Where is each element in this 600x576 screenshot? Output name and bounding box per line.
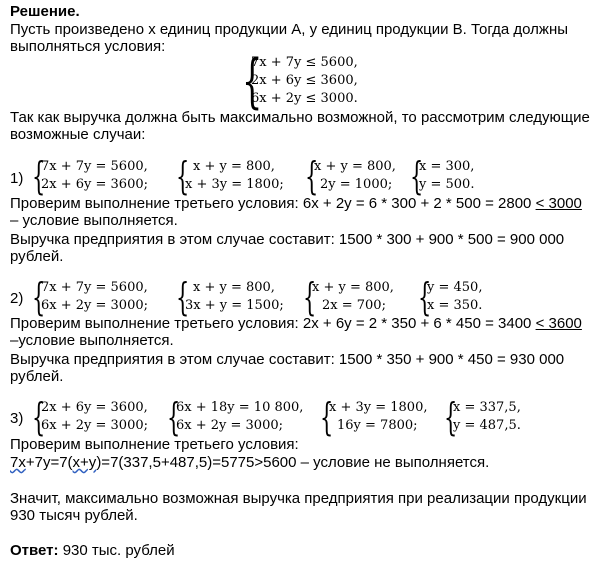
equation: 2x + 6y = 3600, — [41, 400, 148, 415]
case-3-system-d: { x = 337,5, y = 487,5. — [444, 395, 521, 439]
case-1-system-c: { x + y = 800, 2y = 1000; — [305, 154, 396, 198]
answer-value: 930 тыс. рублей — [58, 542, 175, 559]
case-2-system-c: { x + y = 800, 2x = 700; — [303, 275, 394, 319]
constraint-row: 6x + 2y ≤ 3000. — [251, 91, 358, 106]
equation: x + 3y = 1800; — [185, 177, 284, 192]
case-2-check: Проверим выполнение третьего условия: 2x + 6y = 2 * 350 + 6 * 450 = 3400 < 3600 — [10, 315, 582, 332]
equation: 6x + 18y = 10 800, — [176, 400, 304, 415]
case-3-system-c: { x + 3y = 1800, 16y = 7800; — [320, 395, 428, 439]
reasoning-line-2: возможные случаи: — [10, 126, 146, 143]
conclusion-line-2: 930 тысяч рублей. — [10, 507, 138, 524]
intro-line-2: выполняться условия: — [10, 38, 166, 55]
solution-title: Решение. — [10, 3, 80, 20]
equation: y = 450, — [427, 280, 483, 295]
case-2-revenue-line-1: Выручка предприятия в этом случае составит: 1500 * 350 + 900 * 450 = 930 000 — [10, 351, 565, 368]
equation: y = 487,5. — [453, 418, 521, 433]
main-constraint-system — [242, 47, 358, 115]
case-2-system-d: { y = 450, x = 350. — [418, 275, 483, 319]
case-2-system-b: { x + y = 800, 3x + y = 1500; — [176, 275, 284, 319]
equation: x + y = 800, — [314, 159, 396, 174]
equation: x = 350. — [427, 298, 483, 313]
case-1-check-suffix: – условие выполняется. — [10, 212, 178, 229]
case-1-check: Проверим выполнение третьего условия: 6x + 2y = 6 * 300 + 2 * 500 = 2800 < 3000 — [10, 195, 582, 212]
equation: 7x + 7y = 5600, — [41, 280, 148, 295]
reasoning-line-1: Так как выручка должна быть максимально возможной, то рассмотрим следующие — [10, 109, 590, 126]
case-2-check-mark: < 3600 — [535, 315, 582, 332]
equation: x + 3y = 1800, — [329, 400, 428, 415]
case-1-system-a: { 7x + 7y = 5600, 2x + 6y = 3600; — [32, 154, 148, 198]
case-1-check-mark: < 3000 — [535, 195, 582, 212]
equation: 16y = 7800; — [337, 418, 418, 433]
case-2-system-a: { 7x + 7y = 5600, 6x + 2y = 3000; — [32, 275, 148, 319]
case-3-check: Проверим выполнение третьего условия: — [10, 436, 299, 453]
case-1-system-b: { x + y = 800, x + 3y = 1800; — [176, 154, 284, 198]
brace-icon: { — [242, 47, 263, 115]
equation: 7x + 7y = 5600, — [41, 159, 148, 174]
equation: 2x + 6y = 3600; — [41, 177, 148, 192]
case-2-number: 2) — [10, 290, 24, 307]
intro-line-1: Пусть произведено x единиц продукции A, у единиц продукции B. Тогда должны — [10, 21, 569, 38]
equation: x + y = 800, — [193, 280, 275, 295]
case-2-check-suffix: –условие выполняется. — [10, 332, 174, 349]
conclusion-line-1: Значит, максимально возможная выручка предприятия при реализации продукции — [10, 490, 587, 507]
equation: x + y = 800, — [193, 159, 275, 174]
constraint-row: 2x + 6y ≤ 3600, — [251, 73, 358, 88]
case-2-revenue-line-2: рублей. — [10, 368, 64, 385]
case-3-system-b: { 6x + 18y = 10 800, 6x + 2y = 3000; — [167, 395, 304, 439]
equation: 6x + 2y = 3000; — [176, 418, 283, 433]
case-1-system-d: { x = 300, y = 500. — [410, 154, 475, 198]
constraint-row: 7x + 7y ≤ 5600, — [251, 55, 358, 70]
equation: y = 500. — [419, 177, 475, 192]
case-3-system-a: { 2x + 6y = 3600, 6x + 2y = 3000; — [32, 395, 148, 439]
equation: 3x + y = 1500; — [185, 298, 284, 313]
equation: 6x + 2y = 3000; — [41, 298, 148, 313]
equation: 6x + 2y = 3000; — [41, 418, 148, 433]
equation: 2x = 700; — [322, 298, 386, 313]
equation: 2y = 1000; — [320, 177, 393, 192]
case-1-revenue-line-2: рублей. — [10, 248, 64, 265]
case-3-check-expression: 7x+7y=7(x+y)=7(337,5+487,5)=5775>5600 – условие не выполняется. — [10, 454, 490, 471]
equation: x = 300, — [419, 159, 475, 174]
equation: x = 337,5, — [453, 400, 521, 415]
case-3-number: 3) — [10, 410, 24, 427]
case-1-revenue-line-1: Выручка предприятия в этом случае составит: 1500 * 300 + 900 * 500 = 900 000 — [10, 231, 565, 248]
equation: x + y = 800, — [312, 280, 394, 295]
case-1-number: 1) — [10, 170, 24, 187]
answer-label: Ответ: — [10, 542, 59, 559]
answer — [10, 543, 175, 559]
